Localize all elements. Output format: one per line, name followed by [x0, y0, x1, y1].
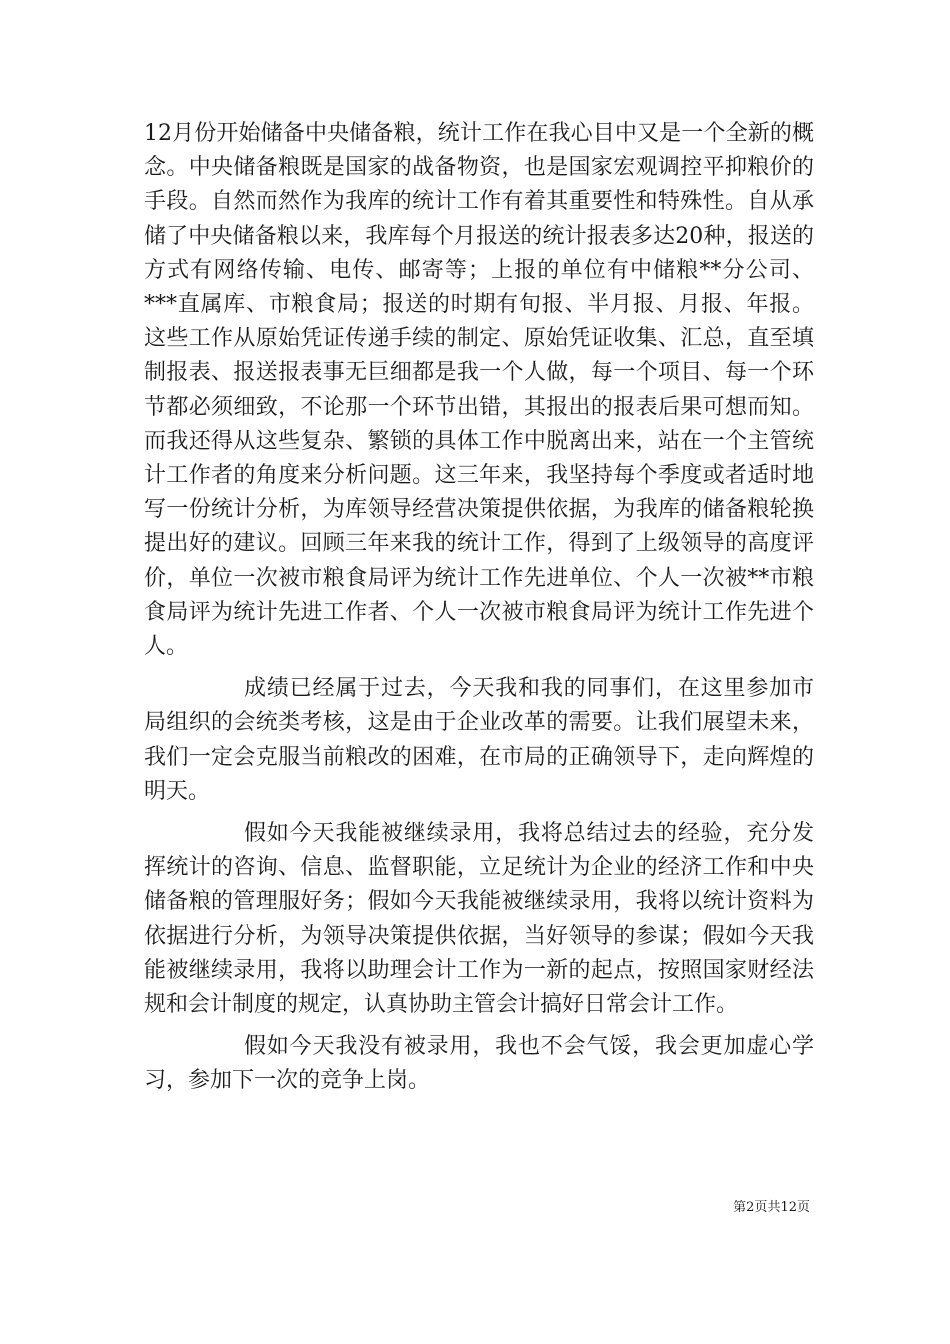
- paragraph-statistics-work: 12月份开始储备中央储备粮，统计工作在我心目中又是一个全新的概念。中央储备粮既是国家的战备物资，也是国家宏观调控平抑粮价的手段。自然而然作为我库的统计工作有着其重要性和特殊性。自从承储了中央储备粮以来，我库每个月报送的统计报表多达20种，报送的方式有网络传输、电传、邮寄等；上报的单位有中储粮**分公司、***直属库、市粮食局；报送的时期有旬报、半月报、月报、年报。这些工作从原始凭证传递手续的制定、原始凭证收集、汇总，直至填制报表、报送报表事无巨细都是我一个人做，每一个项目、每一个环节都必须细致，不论那一个环节出错，其报出的报表后果可想而知。而我还得从这些复杂、繁锁的具体工作中脱离出来，站在一个主管统计工作者的角度来分析问题。这三年来，我坚持每个季度或者适时地写一份统计分析，为库领导经营决策提供依据，为我库的储备粮轮换提出好的建议。回顾三年来我的统计工作，得到了上级领导的高度评价，单位一次被市粮食局评为统计工作先进单位、个人一次被**市粮食局评为统计先进工作者、个人一次被市粮食局评为统计工作先进个人。: [144, 121, 814, 660]
- paragraph-if-hired: 假如今天我能被继续录用，我将总结过去的经验，充分发挥统计的咨询、信息、监督职能，立足统计为企业的经济工作和中央储备粮的管理服好务；假如今天我能被继续录用，我将以统计资料为依据进行分析，为领导决策提供依据，当好领导的参谋；假如今天我能被继续录用，我将以助理会计工作为一新的起点，按照国家财经法规和会计制度的规定，认真协助主管会计搞好日常会计工作。: [144, 821, 814, 1018]
- paragraph-if-not-hired: 假如今天我没有被录用，我也不会气馁，我会更加虚心学习，参加下一次的竞争上岗。: [144, 1034, 814, 1094]
- document-body: [144, 117, 814, 1099]
- paragraph-achievements: 成绩已经属于过去，今天我和我的同事们，在这里参加市局组织的会统类考核，这是由于企业改革的需要。让我们展望未来，我们一定会克服当前粮改的困难，在市局的正确领导下，走向辉煌的明天。: [144, 676, 814, 804]
- page-number-footer: 第2页共12页: [733, 1200, 810, 1215]
